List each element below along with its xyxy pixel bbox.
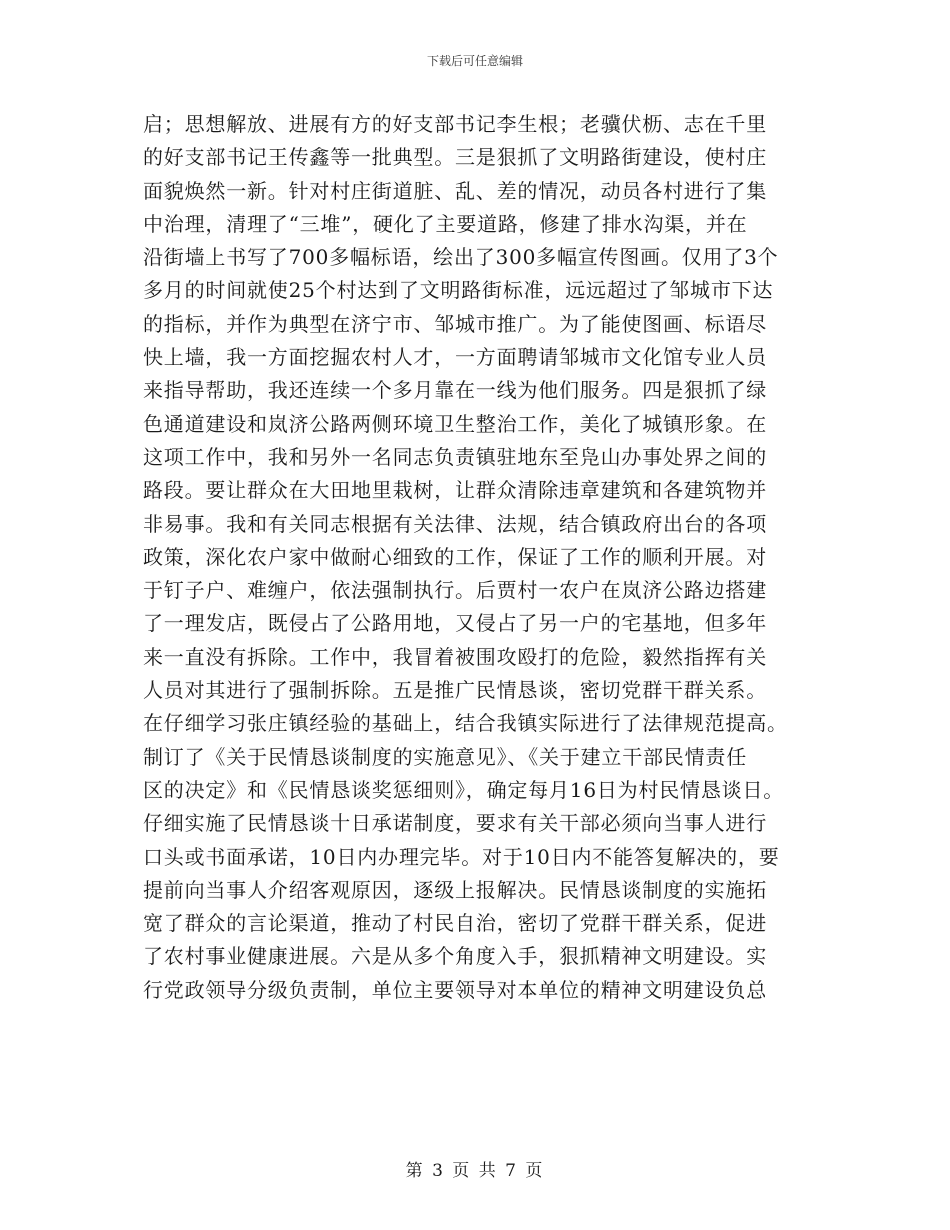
text-line: 了一理发店，既侵占了公路用地，又侵占了另一户的宅基地，但多年	[143, 611, 767, 636]
text-line: 口头或书面承诺，10日内办理完毕。对于10日内不能答复解决的，要	[143, 844, 780, 869]
text-line: 启；思想解放、进展有方的好支部书记李生根；老骥伏枥、志在千里	[143, 112, 767, 136]
text-line: 来指导帮助，我还连续一个多月靠在一线为他们服务。四是狠抓了绿	[143, 378, 767, 403]
text-line: 在仔细学习张庄镇经验的基础上，结合我镇实际进行了法律规范提高。	[143, 711, 788, 736]
text-line: 区的决定》和《民情恳谈奖惩细则》，确定每月16日为村民情恳谈日。	[143, 777, 785, 802]
text-line: 路段。要让群众在大田地里栽树，让群众清除违章建筑和各建筑物并	[143, 478, 767, 503]
text-line: 沿街墙上书写了700多幅标语，绘出了300多幅宣传图画。仅用了3个	[143, 245, 779, 270]
text-line: 行党政领导分级负责制，单位主要领导对本单位的精神文明建设负总	[143, 977, 767, 1002]
text-line: 政策，深化农户家中做耐心细致的工作，保证了工作的顺利开展。对	[143, 544, 767, 569]
text-line: 中治理，清理了“三堆”，硬化了主要道路，修建了排水沟渠，并在	[143, 211, 748, 236]
text-line: 快上墙，我一方面挖掘农村人才，一方面聘请邹城市文化馆专业人员	[143, 345, 767, 370]
text-line: 制订了《关于民情恳谈制度的实施意见》、《关于建立干部民情责任	[143, 744, 747, 769]
text-line: 仔细实施了民情恳谈十日承诺制度，要求有关干部必须向当事人进行	[143, 811, 767, 836]
text-line: 的指标，并作为典型在济宁市、邹城市推广。为了能使图画、标语尽	[143, 311, 767, 336]
text-line: 面貌焕然一新。针对村庄街道脏、乱、差的情况，动员各村进行了集	[143, 178, 767, 203]
text-line: 色通道建设和岚济公路两侧环境卫生整治工作，美化了城镇形象。在	[143, 411, 767, 436]
text-line: 非易事。我和有关同志根据有关法律、法规，结合镇政府出台的各项	[143, 511, 767, 536]
body-text	[143, 108, 823, 1007]
page-number-footer: 第 3 页 共 7 页	[405, 1161, 545, 1181]
text-line: 了农村事业健康进展。六是从多个角度入手，狠抓精神文明建设。实	[143, 944, 767, 969]
text-line: 人员对其进行了强制拆除。五是推广民情恳谈，密切党群干群关系。	[143, 678, 767, 703]
text-line: 提前向当事人介绍客观原因，逐级上报解决。民情恳谈制度的实施拓	[143, 877, 767, 902]
text-line: 这项工作中，我和另外一名同志负责镇驻地东至凫山办事处界之间的	[143, 444, 767, 469]
text-line: 宽了群众的言论渠道，推动了村民自治，密切了党群干群关系，促进	[143, 911, 767, 936]
text-line: 于钉子户、难缠户，依法强制执行。后贾村一农户在岚济公路边搭建	[143, 578, 767, 603]
page-header: 下载后可任意编辑	[426, 54, 523, 68]
text-line: 的好支部书记王传鑫等一批典型。三是狠抓了文明路街建设，使村庄	[143, 145, 767, 170]
text-line: 来一直没有拆除。工作中，我冒着被围攻殴打的危险，毅然指挥有关	[143, 644, 767, 669]
text-line: 多月的时间就使25个村达到了文明路街标准，远远超过了邹城市下达	[143, 278, 774, 303]
